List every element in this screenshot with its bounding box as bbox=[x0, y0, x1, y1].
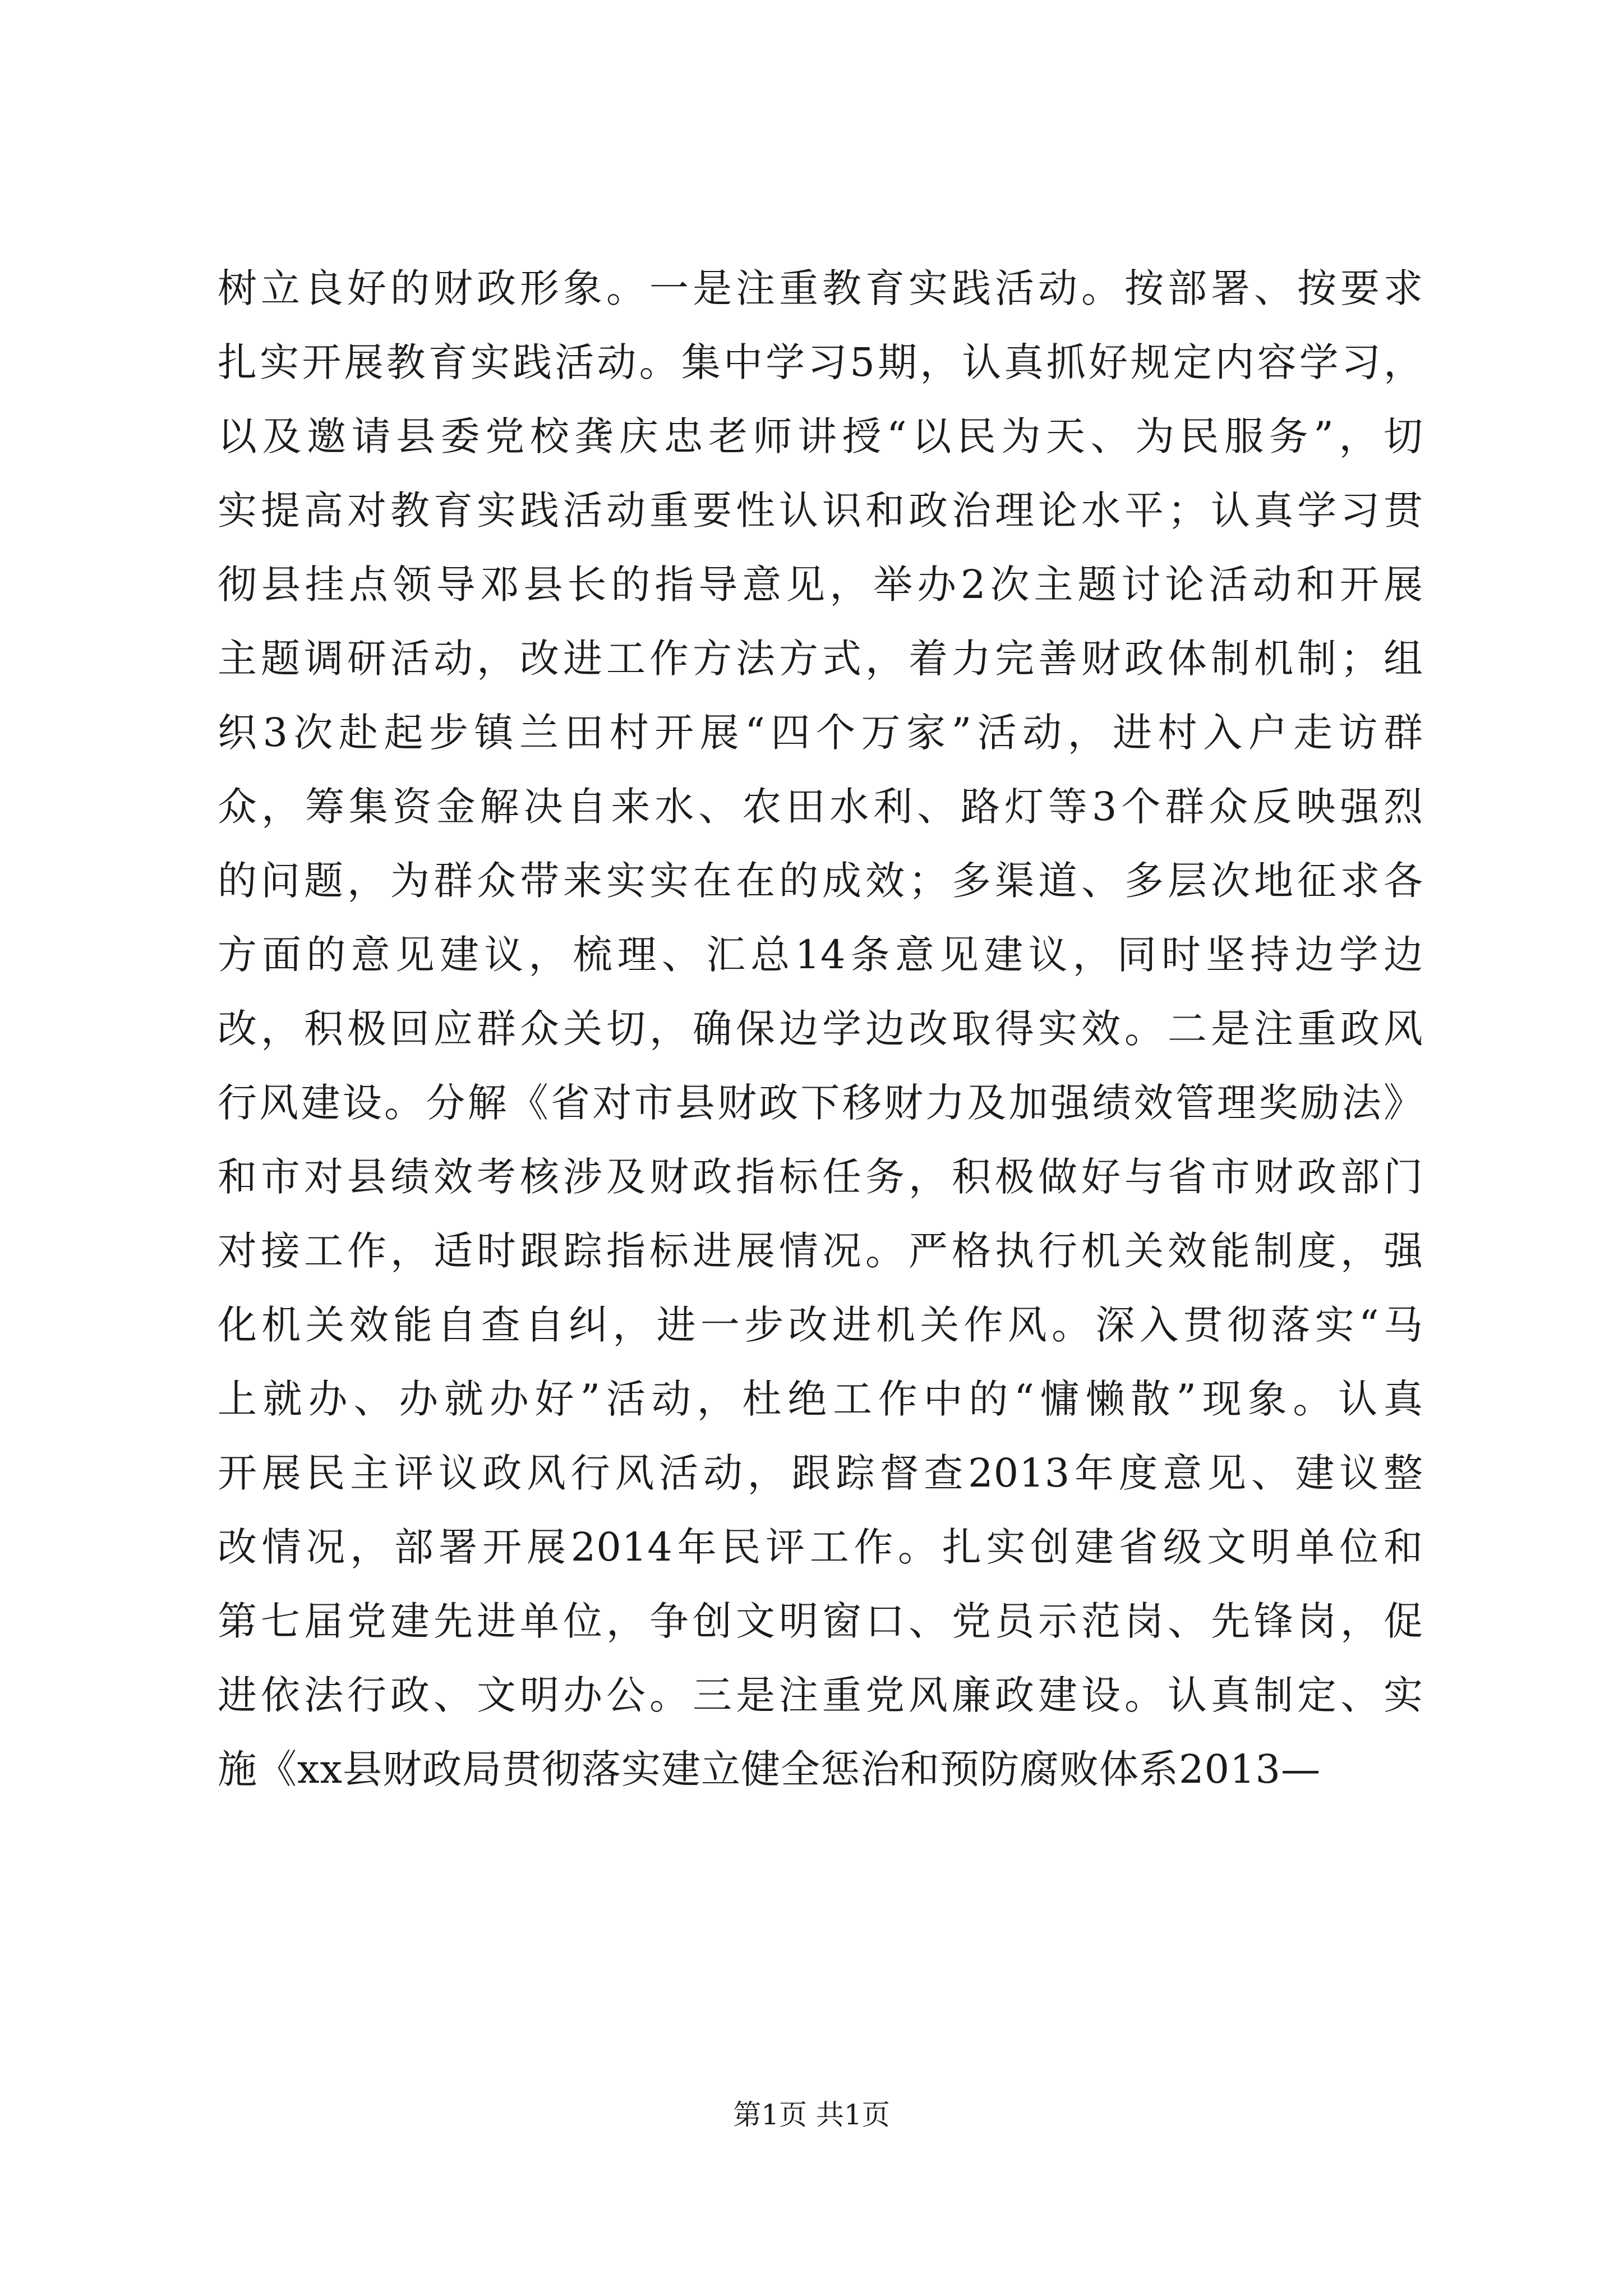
text-line: 的问题，为群众带来实实在在的成效；多渠道、多层次地征求各 bbox=[218, 858, 1423, 904]
text-line: 众，筹集资金解决自来水、农田水利、路灯等3个群众反映强烈 bbox=[218, 784, 1423, 830]
page-footer bbox=[0, 2095, 1623, 2134]
text-line: 树立良好的财政形象。一是注重教育实践活动。按部署、按要求 bbox=[218, 265, 1423, 311]
text-line: 开展民主评议政风行风活动，跟踪督查2013年度意见、建议整 bbox=[218, 1450, 1423, 1496]
text-line: 主题调研活动，改进工作方法方式，着力完善财政体制机制；组 bbox=[218, 636, 1423, 682]
text-line: 织3次赴起步镇兰田村开展“四个万家”活动，进村入户走访群 bbox=[218, 710, 1423, 756]
text-line: 第七届党建先进单位，争创文明窗口、党员示范岗、先锋岗，促 bbox=[218, 1598, 1423, 1644]
text-line: 以及邀请县委党校龚庆忠老师讲授“以民为天、为民服务”，切 bbox=[218, 413, 1423, 459]
text-line: 彻县挂点领导邓县长的指导意见，举办2次主题讨论活动和开展 bbox=[218, 562, 1423, 608]
text-line: 行风建设。分解《省对市县财政下移财力及加强绩效管理奖励法》 bbox=[218, 1080, 1423, 1126]
text-line: 对接工作，适时跟踪指标进展情况。严格执行机关效能制度，强 bbox=[218, 1228, 1423, 1274]
text-line: 方面的意见建议，梳理、汇总14条意见建议，同时坚持边学边 bbox=[218, 932, 1423, 978]
text-line: 实提高对教育实践活动重要性认识和政治理论水平；认真学习贯 bbox=[218, 487, 1423, 533]
page-number: 第1页 共1页 bbox=[733, 2099, 890, 2131]
text-line: 上就办、办就办好”活动，杜绝工作中的“慵懒散”现象。认真 bbox=[218, 1376, 1423, 1422]
text-line: 进依法行政、文明办公。三是注重党风廉政建设。认真制定、实 bbox=[218, 1672, 1423, 1718]
text-line: 改情况，部署开展2014年民评工作。扎实创建省级文明单位和 bbox=[218, 1524, 1423, 1570]
text-line: 施《xx县财政局贯彻落实建立健全惩治和预防腐败体系2013— bbox=[218, 1746, 1321, 1792]
text-line: 和市对县绩效考核涉及财政指标任务，积极做好与省市财政部门 bbox=[218, 1154, 1423, 1200]
text-line: 化机关效能自查自纠，进一步改进机关作风。深入贯彻落实“马 bbox=[218, 1302, 1423, 1348]
text-line: 改，积极回应群众关切，确保边学边改取得实效。二是注重政风 bbox=[218, 1006, 1423, 1052]
body-text bbox=[218, 251, 1423, 1806]
text-line: 扎实开展教育实践活动。集中学习5期，认真抓好规定内容学习， bbox=[218, 339, 1423, 385]
